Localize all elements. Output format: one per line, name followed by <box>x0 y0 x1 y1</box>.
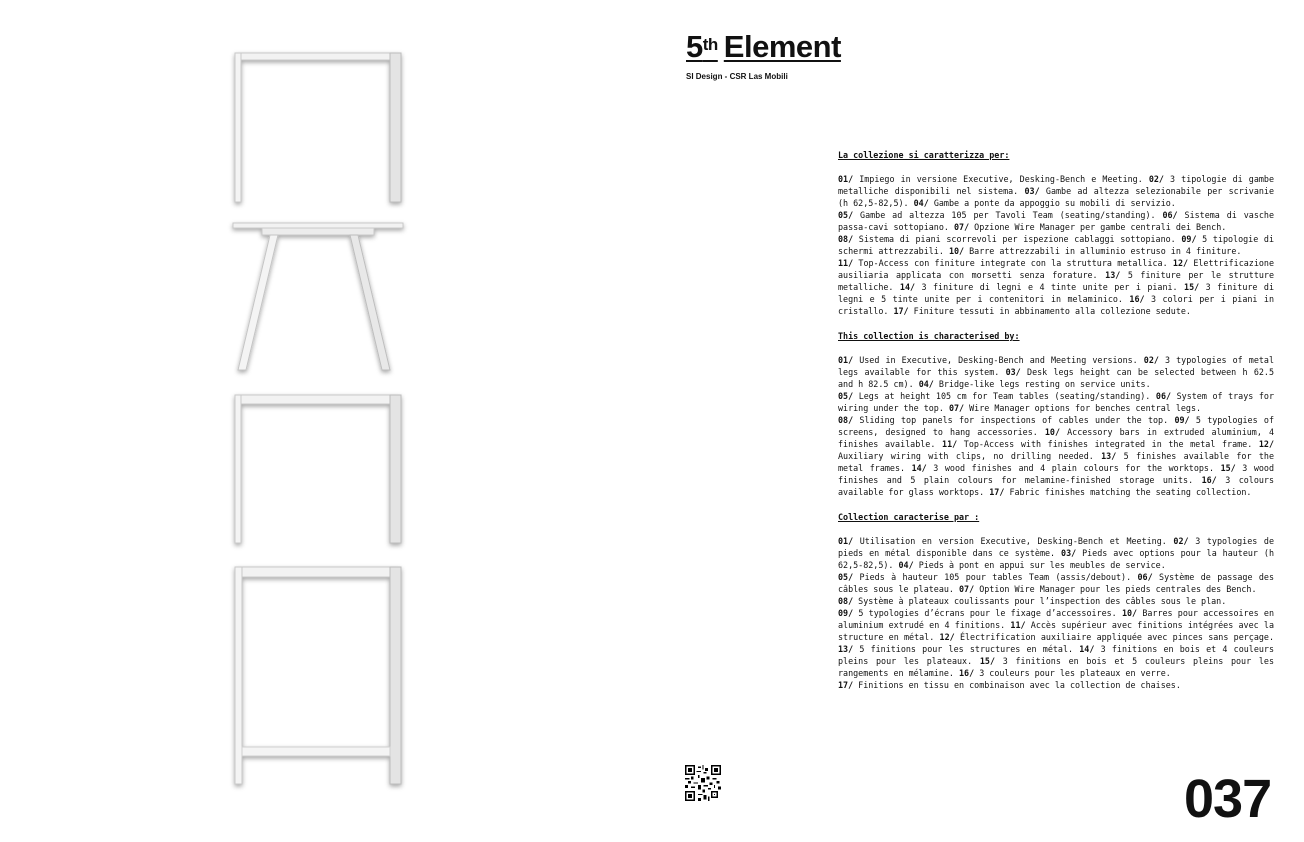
item-text: 3 finitions en bois et 5 couleurs pleins pour les rangements en mélamine. <box>838 656 1274 678</box>
item-text: Sistema di piani scorrevoli per ispezione cablaggi sottopiano. <box>853 234 1182 244</box>
page-subtitle: SI Design - CSR Las Mobili <box>686 72 788 81</box>
item-text: System of trays for wiring under the top. <box>838 391 1274 413</box>
section-english <box>838 330 1274 498</box>
item-text: 3 finiture di legni e 5 tinte unite per i contenitori in melaminico. <box>838 282 1274 304</box>
item-text: Auxiliary wiring with clips, no drilling needed. <box>838 451 1102 461</box>
item-text: Système à plateaux coulissants pour l’inspection des câbles sous le plan. <box>853 596 1227 606</box>
item-text: Sliding top panels for inspections of cables under the top. <box>853 415 1175 425</box>
item-text: 5 finiture per le strutture metalliche. <box>838 270 1275 292</box>
item-text: 5 typologies d’écrans pour le fixage d’accessoires. <box>853 608 1122 618</box>
item-text: Sistema di vasche passa-cavi sottopiano. <box>838 210 1274 232</box>
item-number: 15/ <box>1220 463 1236 473</box>
item-text: Électrification auxiliaire appliquée avec pinces sans perçage. <box>954 632 1274 642</box>
item-number: 06/ <box>1137 572 1153 582</box>
item-text: Finiture tessuti in abbinamento alla collezione sedute. <box>908 306 1191 316</box>
item-number: 16/ <box>959 668 975 678</box>
item-text: Pieds à pont en appui sur les meubles de service. <box>913 560 1166 570</box>
item-text: 5 finitions pour les structures en métal. <box>853 644 1080 654</box>
item-text: Elettrificazione ausiliaria applicata con morsetti senza forature. <box>838 258 1274 280</box>
item-text: Système de passage des câbles sous le plateau. <box>838 572 1274 594</box>
item-number: 08/ <box>838 596 854 606</box>
leg-frame-square <box>235 53 401 202</box>
item-number: 07/ <box>959 584 975 594</box>
item-text: 3 finiture di legni e 4 tinte unite per i piani. <box>915 282 1185 292</box>
item-number: 02/ <box>1143 355 1159 365</box>
item-number: 11/ <box>838 258 854 268</box>
item-number: 11/ <box>942 439 958 449</box>
item-text: Legs at height 105 cm for Team tables (seating/standing). <box>853 391 1156 401</box>
page-number: 037 <box>1184 769 1272 829</box>
qr-code[interactable] <box>685 765 721 801</box>
item-number: 10/ <box>1121 608 1138 618</box>
item-text: Gambe a ponte da appoggio su mobili di servizio. <box>928 198 1176 208</box>
section-body <box>838 173 1274 317</box>
item-number: 05/ <box>838 572 854 582</box>
section-heading: La collezione si caratterizza per: <box>838 150 1010 160</box>
item-number: 16/ <box>1129 294 1145 304</box>
item-text: Top-Access con finiture integrate con la struttura metallica. <box>853 258 1173 268</box>
item-number: 04/ <box>918 379 934 389</box>
item-number: 13/ <box>838 644 854 654</box>
item-number: 03/ <box>1005 367 1021 377</box>
section-body <box>838 354 1274 498</box>
item-text: Fabric finishes matching the seating collection. <box>1004 487 1252 497</box>
item-number: 01/ <box>838 174 854 184</box>
qr-code-icon <box>685 765 721 801</box>
item-number: 03/ <box>1061 548 1077 558</box>
item-number: 14/ <box>911 463 927 473</box>
item-number: 17/ <box>989 487 1005 497</box>
item-text: Option Wire Manager pour les pieds centrales des Bench. <box>974 584 1257 594</box>
item-number: 06/ <box>1162 210 1178 220</box>
item-text: Barres pour accessoires en aluminium extrudé en 4 finitions. <box>838 608 1274 630</box>
item-text: Gambe ad altezza selezionabile per scrivanie (h 62,5-82,5). <box>838 186 1274 208</box>
item-number: 01/ <box>838 536 854 546</box>
item-text: 3 wood finishes and 5 plain colours for melamine-finished storage units. <box>838 463 1274 485</box>
item-number: 01/ <box>838 355 854 365</box>
section-heading: This collection is characterised by: <box>838 331 1020 341</box>
item-text: Gambe ad altezza 105 per Tavoli Team (seating/standing). <box>853 210 1163 220</box>
item-number: 02/ <box>1148 174 1164 184</box>
item-text: 5 tipologie di schermi attrezzabili. <box>838 234 1274 256</box>
item-text: Impiego in versione Executive, Desking-Bench e Meeting. <box>853 174 1149 184</box>
item-number: 15/ <box>1184 282 1200 292</box>
item-number: 10/ <box>1044 427 1061 437</box>
item-text: 3 tipologie di gambe metalliche disponibili nel sistema. <box>838 174 1274 196</box>
item-text: Pieds avec options pour la hauteur (h 62,5-82,5). <box>838 548 1274 570</box>
item-number: 11/ <box>1010 620 1026 630</box>
item-number: 06/ <box>1155 391 1172 401</box>
item-number: 05/ <box>838 210 854 220</box>
item-number: 17/ <box>838 680 854 690</box>
section-italian <box>838 149 1274 317</box>
item-text: Accès supérieur avec finitions intégrées avec la structure en métal. <box>838 620 1274 642</box>
item-text: Barre attrezzabili in alluminio estruso in 4 finiture. <box>964 246 1242 256</box>
item-number: 13/ <box>1101 451 1117 461</box>
item-text: Finitions en tissu en combinaison avec la collection de chaises. <box>853 680 1181 690</box>
item-number: 14/ <box>899 282 916 292</box>
item-number: 03/ <box>1024 186 1040 196</box>
item-number: 17/ <box>893 306 909 316</box>
product-illustrations <box>200 40 430 820</box>
item-text: 5 typologies of screens, designed to hang accessories. <box>838 415 1274 437</box>
item-text: 5 finishes available for the metal frames. <box>838 451 1274 473</box>
item-number: 05/ <box>838 391 854 401</box>
item-number: 12/ <box>939 632 955 642</box>
item-number: 09/ <box>1181 234 1197 244</box>
item-text: Pieds à hauteur 105 pour tables Team (assis/debout). <box>853 572 1138 582</box>
item-text: 3 colori per i piani in cristallo. <box>838 294 1275 316</box>
item-number: 09/ <box>1174 415 1190 425</box>
leg-trestle <box>233 223 403 370</box>
item-text: Desk legs height can be selected between h 62.5 and h 82.5 cm). <box>838 367 1274 389</box>
item-number: 16/ <box>1201 475 1217 485</box>
item-text: 3 couleurs pour les plateaux en verre. <box>974 668 1171 678</box>
item-text: 3 wood finishes and 4 plain colours for the worktops. <box>926 463 1221 473</box>
item-text: 3 typologies de pieds en métal disponible dans ce système. <box>838 536 1274 558</box>
item-text: 3 colours available for glass worktops. <box>838 475 1274 497</box>
leg-frame-tall <box>235 567 401 784</box>
item-text: Opzione Wire Manager per gambe centrali dei Bench. <box>969 222 1227 232</box>
section-french <box>838 511 1274 691</box>
item-number: 09/ <box>838 608 854 618</box>
item-number: 04/ <box>898 560 914 570</box>
item-text: Bridge-like legs resting on service units. <box>933 379 1151 389</box>
item-text: Top-Access with finishes integrated in the metal frame. <box>957 439 1259 449</box>
item-number: 02/ <box>1173 536 1189 546</box>
item-number: 12/ <box>1172 258 1189 268</box>
item-number: 08/ <box>838 234 854 244</box>
item-number: 15/ <box>979 656 995 666</box>
page-title: 5th Element <box>686 29 841 64</box>
item-number: 13/ <box>1105 270 1121 280</box>
section-heading: Collection caracterise par : <box>838 512 980 522</box>
item-number: 10/ <box>948 246 965 256</box>
item-text: Wire Manager options for benches central legs. <box>964 403 1202 413</box>
leg-drawings <box>200 40 430 820</box>
item-text: 3 finitions en bois et 4 couleurs pleins pour les plateaux. <box>838 644 1274 666</box>
item-number: 04/ <box>913 198 929 208</box>
description-column <box>838 149 1274 691</box>
leg-frame-low <box>235 395 401 543</box>
section-body <box>838 535 1274 691</box>
item-number: 08/ <box>838 415 854 425</box>
item-number: 12/ <box>1258 439 1275 449</box>
item-text: Accessory bars in extruded aluminium, 4 finishes available. <box>838 427 1274 449</box>
item-text: Utilisation en version Executive, Desking-Bench et Meeting. <box>853 536 1174 546</box>
item-number: 07/ <box>948 403 965 413</box>
item-number: 14/ <box>1079 644 1095 654</box>
item-number: 07/ <box>953 222 970 232</box>
item-text: Used in Executive, Desking-Bench and Meeting versions. <box>853 355 1144 365</box>
item-text: 3 typologies of metal legs available for this system. <box>838 355 1274 377</box>
